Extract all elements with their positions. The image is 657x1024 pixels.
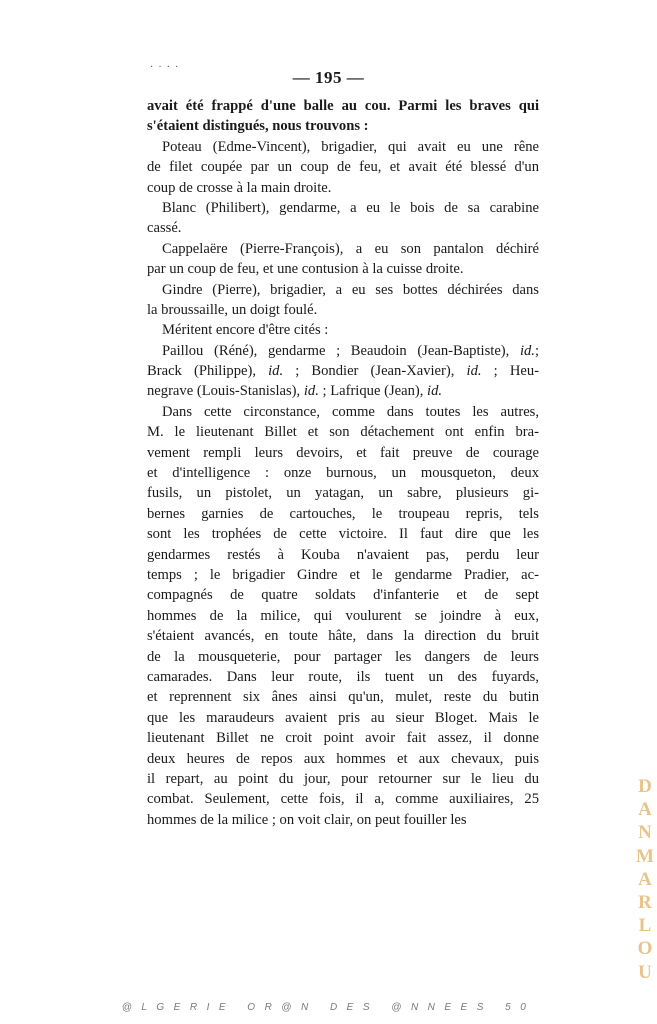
paragraph xyxy=(147,239,539,280)
text-line xyxy=(147,341,539,361)
text-line: de filet coupée par un coup de feu, et avait été blessé d'un xyxy=(147,159,539,176)
idem-abbrev: id. xyxy=(519,342,535,359)
text-fragment: Paillou (Réné), gendarme ; Beaudoin (Jean-Baptiste), xyxy=(162,342,520,359)
text-line: fusils, un pistolet, un yatagan, un sabre, plusieurs gi- xyxy=(147,485,539,502)
paragraph xyxy=(147,280,539,321)
idem-abbrev: id. xyxy=(268,363,284,380)
text-fragment: ; Heu- xyxy=(481,363,539,380)
paragraph xyxy=(147,137,539,198)
text-line: camarades. Dans leur route, ils tuent un des fuyards, xyxy=(147,668,539,685)
text-line: M. le lieutenant Billet et son détachement ont enfin bra- xyxy=(147,424,539,441)
idem-abbrev: id. xyxy=(427,383,443,400)
text-line: Gindre (Pierre), brigadier, a eu ses bottes déchirées dans xyxy=(162,281,539,298)
text-line: et reprennent six ânes ainsi qu'un, mulet, reste du butin xyxy=(147,689,539,706)
text-fragment: ; Bondier (Jean-Xavier), xyxy=(283,363,467,380)
text-line: deux heures de repos aux hommes et aux chevaux, puis xyxy=(147,750,539,767)
text-line: hommes de la milice ; on voit clair, on peut fouiller les xyxy=(147,811,467,828)
text-line: il repart, au point du jour, pour retourner sur le lieu du xyxy=(147,770,539,787)
text-line xyxy=(147,361,539,381)
stamp-letter: N xyxy=(638,822,652,844)
text-line: vement rempli leurs devoirs, et fait preuve de courage xyxy=(147,444,539,461)
text-fragment: ; Lafrique (Jean), xyxy=(318,383,428,400)
text-line: sont les trophées de cette victoire. Il faut dire que les xyxy=(147,526,539,543)
side-stamp-watermark xyxy=(632,775,657,984)
text-line: cassé. xyxy=(147,220,182,237)
text-line: hommes de la milice, qui voulurent se joindre à eux, xyxy=(147,607,539,624)
text-line: de la mousqueterie, pour partager les dangers de leurs xyxy=(147,648,539,665)
text-line: combat. Seulement, cette fois, il a, comme auxiliaires, 25 xyxy=(147,791,539,808)
text-line xyxy=(147,381,539,401)
text-line: et d'intelligence : onze burnous, un mousqueton, deux xyxy=(147,465,539,482)
paragraph xyxy=(147,96,539,137)
stamp-letter: A xyxy=(638,799,652,821)
text-line: coup de crosse à la main droite. xyxy=(147,179,332,196)
stamp-letter: R xyxy=(638,892,652,914)
text-fragment: Brack (Philippe), xyxy=(147,363,269,380)
text-line: la broussaille, un doigt foulé. xyxy=(147,301,318,318)
text-line: compagnés de quatre soldats d'infanterie et de sept xyxy=(147,587,539,604)
text-line: s'étaient avancés, en toute hâte, dans la direction du bruit xyxy=(147,628,539,645)
text-line: gendarmes restés à Kouba n'avaient pas, perdu leur xyxy=(147,546,539,563)
text-line: que les maraudeurs avaient pris au sieur Bloget. Mais le xyxy=(147,709,539,726)
stamp-letter: U xyxy=(638,961,652,983)
paragraph xyxy=(147,198,539,239)
text-line: Cappelaëre (Pierre-François), a eu son pantalon déchiré xyxy=(162,240,539,257)
text-line: s'étaient distingués, nous trouvons : xyxy=(147,118,369,135)
paragraph xyxy=(147,320,539,340)
text-line: Poteau (Edme-Vincent), brigadier, qui avait eu une rêne xyxy=(162,138,539,155)
idem-abbrev: id. xyxy=(466,363,482,380)
text-line: Méritent encore d'être cités : xyxy=(162,322,329,339)
body-text xyxy=(147,96,539,830)
page-footer: @LGERIE OR@N DES @NNEES 50 xyxy=(121,1002,536,1013)
text-line: Dans cette circonstance, comme dans toutes les autres, xyxy=(162,403,539,420)
stamp-letter: M xyxy=(636,845,654,867)
paragraph xyxy=(147,402,539,830)
paragraph xyxy=(147,341,539,402)
text-line: lieutenant Billet ne croit point avoir fait assez, il donne xyxy=(147,730,539,747)
text-line: bernes garnies de cartouches, le troupeau repris, tels xyxy=(147,505,539,522)
decorative-speck: · · · · xyxy=(150,62,179,73)
text-line: par un coup de feu, et une contusion à la cuisse droite. xyxy=(147,261,464,278)
text-fragment: ; xyxy=(534,342,539,359)
page-number: — 195 — xyxy=(292,68,365,87)
text-line: Blanc (Philibert), gendarme, a eu le bois de sa carabine xyxy=(162,199,539,216)
text-line: avait été frappé d'une balle au cou. Parmi les braves qui xyxy=(147,98,539,114)
stamp-letter: O xyxy=(637,938,653,960)
idem-abbrev: id. xyxy=(303,383,319,400)
stamp-letter: D xyxy=(638,776,652,797)
text-fragment: negrave (Louis-Stanislas), xyxy=(147,383,304,400)
stamp-letter: A xyxy=(638,868,652,890)
text-line: temps ; le brigadier Gindre et le gendarme Pradier, ac- xyxy=(147,566,539,583)
stamp-letter: L xyxy=(638,915,652,937)
